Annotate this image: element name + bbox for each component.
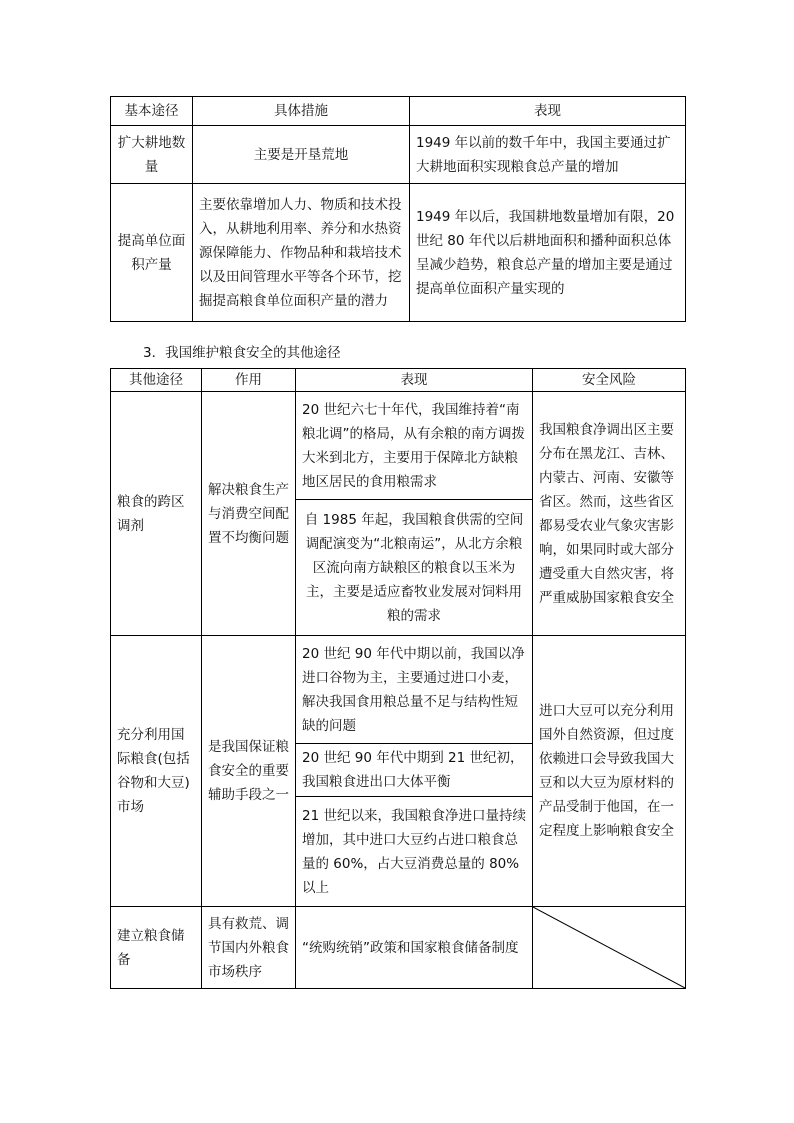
risk-cell: 进口大豆可以充分利用国外自然资源，但过度依赖进口会导致我国大豆和以大豆为原材料的产品受制于他国，在一定程度上影响粮食安全 bbox=[533, 636, 686, 907]
header-cell: 表现 bbox=[410, 97, 686, 126]
header-cell: 安全风险 bbox=[533, 369, 686, 392]
risk-cell: 我国粮食净调出区主要分布在黑龙江、吉林、内蒙古、河南、安徽等省区。然而，这些省区都易受农业气象灾害影响，如果同时或大部分遭受重大自然灾害，将严重威胁国家粮食安全 bbox=[533, 392, 686, 636]
result-cell: “统购统销”政策和国家粮食储备制度 bbox=[296, 907, 533, 989]
empty-diagonal-cell bbox=[533, 907, 686, 989]
table-basic-paths bbox=[110, 96, 686, 322]
table-header-row bbox=[111, 97, 686, 126]
result-cell: 21 世纪以来，我国粮食净进口量持续增加，其中进口大豆约占进口粮食总量的 60%，占大豆消费总量的 80%以上 bbox=[296, 797, 533, 907]
effect-cell: 是我国保证粮食安全的重要辅助手段之一 bbox=[202, 636, 296, 907]
path-cell: 粮食的跨区调剂 bbox=[111, 392, 202, 636]
result-cell: 20 世纪六七十年代，我国维持着“南粮北调”的格局，从有余粮的南方调拨大米到北方，主要用于保障北方缺粮地区居民的食用粮需求 bbox=[296, 392, 533, 500]
header-cell: 基本途径 bbox=[111, 97, 193, 126]
effect-cell: 解决粮食生产与消费空间配置不均衡问题 bbox=[202, 392, 296, 636]
header-cell: 其他途径 bbox=[111, 369, 202, 392]
result-cell: 1949 年以后，我国耕地数量增加有限，20 世纪 80 年代以后耕地面积和播种面积总体呈减少趋势，粮食总产量的增加主要是通过提高单位面积产量实现的 bbox=[410, 184, 686, 322]
path-cell: 提高单位面积产量 bbox=[111, 184, 193, 322]
table-row bbox=[111, 184, 686, 322]
path-cell: 扩大耕地数量 bbox=[111, 126, 193, 184]
table-header-row bbox=[111, 369, 686, 392]
path-cell: 建立粮食储备 bbox=[111, 907, 202, 989]
effect-cell: 具有救荒、调节国内外粮食市场秩序 bbox=[202, 907, 296, 989]
header-cell: 表现 bbox=[296, 369, 533, 392]
header-cell: 作用 bbox=[202, 369, 296, 392]
measure-cell: 主要依靠增加人力、物质和技术投入，从耕地利用率、养分和水热资源保障能力、作物品种和栽培技术以及田间管理水平等各个环节，挖掘提高粮食单位面积产量的潜力 bbox=[193, 184, 410, 322]
result-cell: 20 世纪 90 年代中期以前，我国以净进口谷物为主，主要通过进口小麦，解决我国食用粮总量不足与结构性短缺的问题 bbox=[296, 636, 533, 744]
result-cell: 1949 年以前的数千年中，我国主要通过扩大耕地面积实现粮食总产量的增加 bbox=[410, 126, 686, 184]
result-cell: 20 世纪 90 年代中期到 21 世纪初，我国粮食进出口大体平衡 bbox=[296, 744, 533, 797]
table-row bbox=[111, 126, 686, 184]
table-row bbox=[111, 636, 686, 744]
measure-cell: 主要是开垦荒地 bbox=[193, 126, 410, 184]
table-row bbox=[111, 392, 686, 500]
path-cell: 充分利用国际粮食(包括谷物和大豆)市场 bbox=[111, 636, 202, 907]
result-cell: 自 1985 年起，我国粮食供需的空间调配演变为“北粮南运”，从北方余粮区流向南方缺粮区的粮食以玉米为主，主要是适应畜牧业发展对饲料用粮的需求 bbox=[296, 500, 533, 636]
diagonal-line bbox=[533, 907, 685, 988]
table-other-paths bbox=[110, 368, 686, 989]
section-heading: 3．我国维护粮食安全的其他途径 bbox=[143, 345, 341, 361]
table-row bbox=[111, 907, 686, 989]
header-cell: 具体措施 bbox=[193, 97, 410, 126]
